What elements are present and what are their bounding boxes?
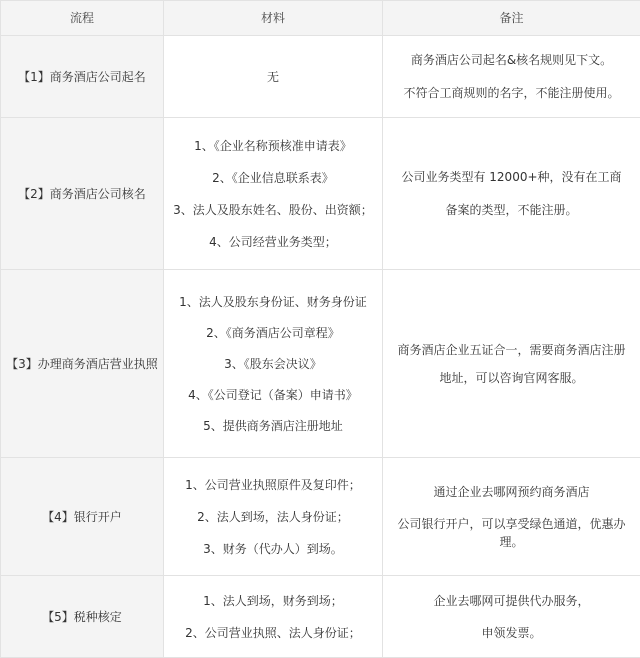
table-row <box>1 458 640 576</box>
material-item: 3、法人及股东姓名、股份、出资额； <box>168 201 378 219</box>
materials-cell <box>164 576 383 658</box>
materials-cell <box>164 118 383 270</box>
note-line: 公司业务类型有 12000+种，没有在工商 <box>387 168 636 186</box>
table-row <box>1 36 640 118</box>
note-line: 企业去哪网可提供代办服务， <box>387 592 636 610</box>
material-item: 1、《企业名称预核准申请表》 <box>168 137 378 155</box>
table-row <box>1 576 640 658</box>
material-item: 2、《商务酒店公司章程》 <box>168 324 378 342</box>
materials-cell <box>164 270 383 458</box>
note-line: 不符合工商规则的名字，不能注册使用。 <box>387 84 636 102</box>
header-materials: 材料 <box>164 1 383 36</box>
table-row <box>1 118 640 270</box>
notes-cell <box>383 118 640 270</box>
notes-cell <box>383 576 640 658</box>
note-line: 商务酒店公司起名&核名规则见下文。 <box>387 51 636 69</box>
materials-cell <box>164 36 383 118</box>
material-item: 4、公司经营业务类型； <box>168 233 378 251</box>
material-item: 1、法人到场，财务到场； <box>168 592 378 610</box>
material-item: 2、公司营业执照、法人身份证； <box>168 624 378 642</box>
stage-cell: 【2】商务酒店公司核名 <box>1 118 164 270</box>
material-item: 1、公司营业执照原件及复印件； <box>168 476 378 494</box>
material-item: 1、法人及股东身份证、财务身份证 <box>168 293 378 311</box>
notes-cell <box>383 36 640 118</box>
note-line: 备案的类型，不能注册。 <box>387 201 636 219</box>
stage-cell: 【4】银行开户 <box>1 458 164 576</box>
materials-cell <box>164 458 383 576</box>
note-line: 商务酒店企业五证合一，需要商务酒店注册 <box>387 341 636 359</box>
stage-cell: 【1】商务酒店公司起名 <box>1 36 164 118</box>
material-item: 5、提供商务酒店注册地址 <box>168 417 378 435</box>
note-line: 公司银行开户，可以享受绿色通道，优惠办理。 <box>387 515 636 551</box>
header-notes: 备注 <box>383 1 640 36</box>
material-item: 3、《股东会决议》 <box>168 355 378 373</box>
material-item: 无 <box>168 68 378 86</box>
stage-cell: 【3】办理商务酒店营业执照 <box>1 270 164 458</box>
material-item: 2、法人到场，法人身份证； <box>168 508 378 526</box>
table-header-row <box>1 1 640 36</box>
stage-cell: 【5】税种核定 <box>1 576 164 658</box>
note-line: 通过企业去哪网预约商务酒店 <box>387 483 636 501</box>
material-item: 4、《公司登记（备案）申请书》 <box>168 386 378 404</box>
material-item: 3、财务（代办人）到场。 <box>168 540 378 558</box>
notes-cell <box>383 458 640 576</box>
material-item: 2、《企业信息联系表》 <box>168 169 378 187</box>
table-row <box>1 270 640 458</box>
note-line: 地址，可以咨询官网客服。 <box>387 369 636 387</box>
note-line: 申领发票。 <box>387 624 636 642</box>
notes-cell <box>383 270 640 458</box>
header-process: 流程 <box>1 1 164 36</box>
